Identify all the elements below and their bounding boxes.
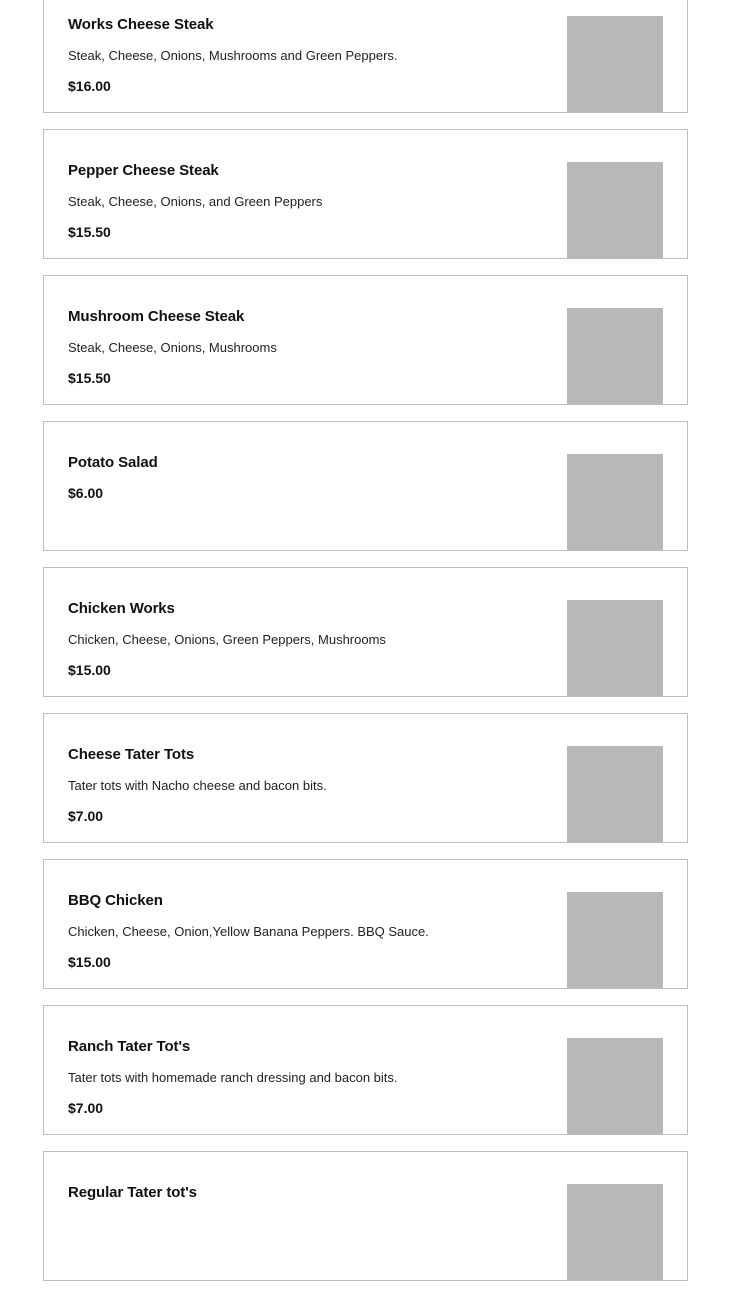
menu-item-price: $15.00	[68, 954, 111, 970]
menu-item-list	[43, 0, 688, 1297]
menu-item-price: $6.00	[68, 485, 104, 501]
menu-item-image-placeholder	[567, 1184, 663, 1280]
menu-item-name: Cheese Tater Tots	[68, 746, 195, 763]
menu-item-image-placeholder	[567, 16, 663, 112]
menu-item-price: $15.50	[68, 370, 111, 386]
menu-item-price: $15.50	[68, 224, 111, 240]
menu-item-image-placeholder	[567, 454, 663, 550]
menu-item-card[interactable]	[43, 129, 688, 259]
menu-item-description: Tater tots with homemade ranch dressing and bacon bits.	[68, 1070, 398, 1085]
menu-item-card[interactable]	[43, 421, 688, 551]
menu-item-image-placeholder	[567, 308, 663, 404]
menu-item-name: Potato Salad	[68, 454, 158, 471]
menu-item-card[interactable]	[43, 1005, 688, 1135]
menu-item-price: $16.00	[68, 78, 111, 94]
menu-item-name: BBQ Chicken	[68, 892, 163, 909]
menu-item-name: Ranch Tater Tot's	[68, 1038, 191, 1055]
menu-item-name: Works Cheese Steak	[68, 16, 214, 33]
menu-item-image-placeholder	[567, 1038, 663, 1134]
menu-item-price: $15.00	[68, 662, 111, 678]
menu-item-card[interactable]	[43, 0, 688, 113]
menu-item-card[interactable]	[43, 1151, 688, 1281]
menu-item-name: Chicken Works	[68, 600, 175, 617]
menu-item-name: Regular Tater tot's	[68, 1184, 197, 1201]
menu-item-description: Steak, Cheese, Onions, Mushrooms	[68, 340, 277, 355]
menu-item-description: Steak, Cheese, Onions, and Green Peppers	[68, 194, 323, 209]
menu-item-price: $7.00	[68, 808, 104, 824]
menu-item-image-placeholder	[567, 600, 663, 696]
menu-item-description: Steak, Cheese, Onions, Mushrooms and Green Peppers.	[68, 48, 398, 63]
menu-item-description: Tater tots with Nacho cheese and bacon bits.	[68, 778, 327, 793]
menu-item-description: Chicken, Cheese, Onion,Yellow Banana Peppers. BBQ Sauce.	[68, 924, 429, 939]
menu-item-name: Mushroom Cheese Steak	[68, 308, 245, 325]
menu-item-card[interactable]	[43, 567, 688, 697]
menu-item-name: Pepper Cheese Steak	[68, 162, 219, 179]
menu-item-image-placeholder	[567, 746, 663, 842]
menu-item-image-placeholder	[567, 162, 663, 258]
menu-item-price: $7.00	[68, 1100, 104, 1116]
menu-item-card[interactable]	[43, 275, 688, 405]
menu-item-image-placeholder	[567, 892, 663, 988]
menu-item-description: Chicken, Cheese, Onions, Green Peppers, Mushrooms	[68, 632, 386, 647]
menu-item-card[interactable]	[43, 713, 688, 843]
menu-item-card[interactable]	[43, 859, 688, 989]
